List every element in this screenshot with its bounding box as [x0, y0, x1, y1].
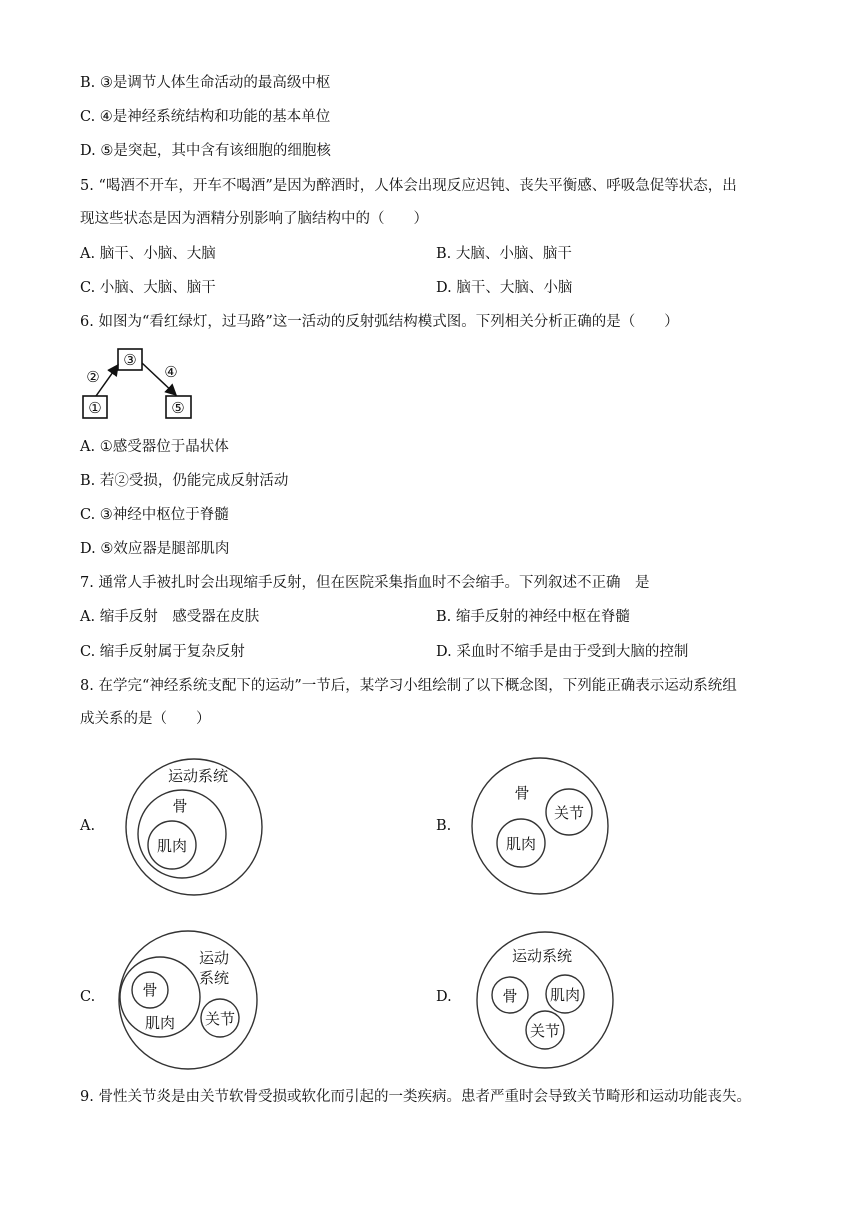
question-5-stem-line-1: 5. “喝酒不开车，开车不喝酒”是因为醉酒时，人体会出现反应迟钝、丧失平衡感、呼吸急促等状态，出 [80, 178, 737, 194]
outer-label: 骨 [514, 784, 530, 802]
bone-label: 骨 [502, 987, 518, 1005]
question-6-stem: 6. 如图为“看红绿灯，过马路”这一活动的反射弧结构模式图。下列相关分析正确的是（ ） [80, 314, 679, 330]
outer-label-line-2: 系统 [198, 969, 230, 987]
question-6-option-d: D. ⑤效应器是腿部肌肉 [80, 541, 230, 557]
question-4-option-b: B. ③是调节人体生命活动的最高级中枢 [80, 75, 331, 91]
question-7-option-b: B. 缩手反射的神经中枢在脊髓 [436, 609, 630, 625]
outer-label: 运动系统 [511, 947, 573, 965]
question-7-stem: 7. 通常人手被扎时会出现缩手反射，但在医院采集指血时不会缩手。下列叙述不正确 是 [80, 575, 650, 591]
outer-label: 运动系统 [167, 767, 229, 785]
concept-diagram-b [465, 755, 615, 900]
concept-diagram-c [112, 928, 262, 1074]
middle-label: 骨 [172, 797, 188, 815]
question-6-option-a: A. ①感受器位于晶状体 [80, 439, 229, 455]
inner-label: 肌肉 [156, 837, 188, 855]
question-5-option-b: B. 大脑、小脑、脑干 [436, 246, 572, 262]
question-5-option-d: D. 脑干、大脑、小脑 [436, 280, 573, 296]
question-4-option-c: C. ④是神经系统结构和功能的基本单位 [80, 109, 331, 125]
outer-circle [119, 931, 257, 1069]
question-6-option-b: B. 若②受损，仍能完成反射活动 [80, 473, 289, 489]
question-6-option-c: C. ③神经中枢位于脊髓 [80, 507, 229, 523]
bone-label: 骨 [142, 981, 158, 999]
concept-diagram-d [470, 928, 620, 1074]
reflex-arc-diagram [78, 343, 203, 423]
concept-diagram-a [120, 755, 270, 900]
question-4-option-d: D. ⑤是突起，其中含有该细胞的细胞核 [80, 143, 331, 159]
label-2: ② [86, 368, 100, 386]
option-a-label: A. [80, 818, 96, 834]
node-5-label: ⑤ [171, 399, 185, 417]
muscle-label: 肌肉 [505, 835, 537, 853]
node-3-label: ③ [123, 351, 137, 369]
question-8-stem-line-2: 成关系的是（ ） [80, 711, 211, 727]
node-1-label: ① [88, 399, 102, 417]
joint-label: 关节 [529, 1022, 561, 1040]
question-7-option-a: A. 缩手反射 感受器在皮肤 [80, 609, 260, 625]
question-5-option-a: A. 脑干、小脑、大脑 [80, 246, 216, 262]
joint-label: 关节 [204, 1010, 236, 1028]
question-5-stem-line-2: 现这些状态是因为酒精分别影响了脑结构中的（ ） [80, 211, 428, 227]
muscle-label: 肌肉 [144, 1014, 176, 1032]
muscle-label: 肌肉 [549, 986, 581, 1004]
option-d-label: D. [436, 989, 452, 1005]
joint-label: 关节 [553, 804, 585, 822]
label-4: ④ [164, 363, 178, 381]
question-5-option-c: C. 小脑、大脑、脑干 [80, 280, 216, 296]
option-b-label: B. [436, 818, 452, 834]
question-9-stem: 9. 骨性关节炎是由关节软骨受损或软化而引起的一类疾病。患者严重时会导致关节畸形和运动功能丧失。 [80, 1089, 751, 1105]
outer-label-line-1: 运动 [198, 949, 230, 967]
option-c-label: C. [80, 989, 96, 1005]
question-7-option-d: D. 采血时不缩手是由于受到大脑的控制 [436, 644, 689, 660]
question-8-stem-line-1: 8. 在学完“神经系统支配下的运动”一节后，某学习小组绘制了以下概念图，下列能正确表示运动系统组 [80, 678, 737, 694]
question-7-option-c: C. 缩手反射属于复杂反射 [80, 644, 245, 660]
